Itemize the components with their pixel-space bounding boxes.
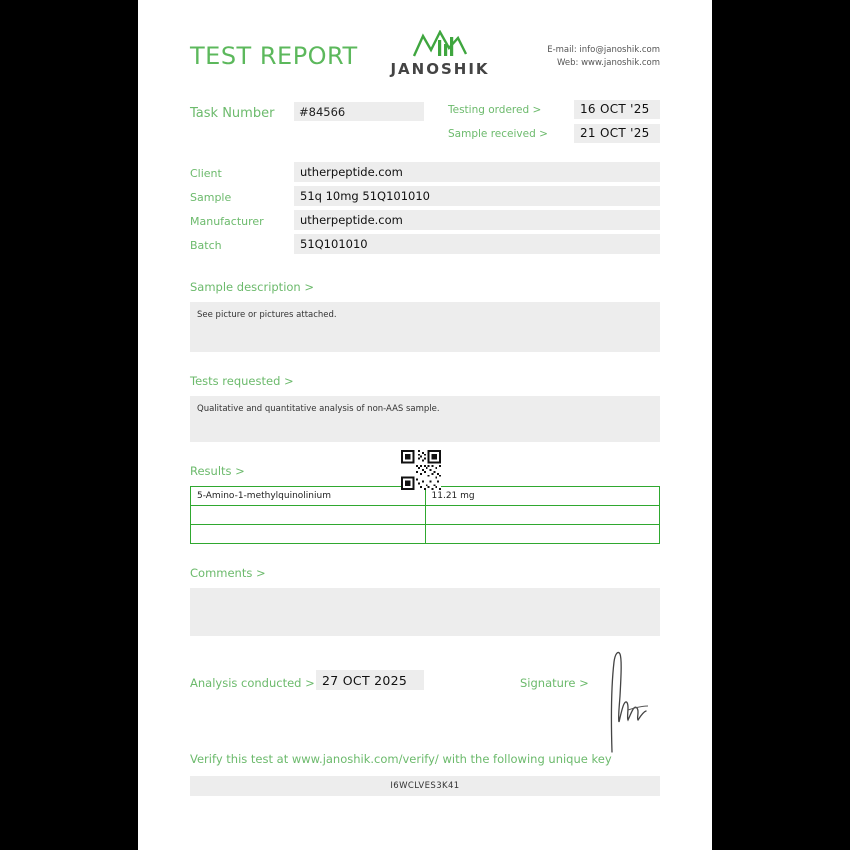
info-key: Sample xyxy=(190,191,232,204)
mountain-bars-logo-icon xyxy=(385,30,495,58)
task-number-label: Task Number xyxy=(190,106,275,121)
contact-block xyxy=(547,44,660,70)
page-title: TEST REPORT xyxy=(190,42,358,70)
unique-key-box: I6WCLVES3K41 xyxy=(190,776,660,796)
sample-description-heading: Sample description > xyxy=(190,280,315,294)
brand-logo xyxy=(385,30,495,78)
qr-code-icon[interactable] xyxy=(401,450,441,490)
tests-requested-heading: Tests requested > xyxy=(190,374,294,388)
tests-requested-box: Qualitative and quantitative analysis of non-AAS sample. xyxy=(190,396,660,442)
contact-web: Web: www.janoshik.com xyxy=(557,58,660,69)
info-table xyxy=(190,162,660,258)
testing-ordered-row xyxy=(448,100,660,119)
results-section xyxy=(190,464,660,544)
sample-received-row xyxy=(448,124,660,143)
sample-description-box: See picture or pictures attached. xyxy=(190,302,660,352)
info-value: 51Q101010 xyxy=(294,234,660,254)
analysis-conducted-label: Analysis conducted > xyxy=(190,676,315,690)
info-row-manufacturer xyxy=(190,210,660,234)
handwritten-signature-icon xyxy=(598,648,668,753)
info-row-client xyxy=(190,162,660,186)
result-analyte xyxy=(191,525,426,544)
task-number-value: #84566 xyxy=(294,102,424,121)
sample-received-label: Sample received > xyxy=(448,128,548,140)
table-row xyxy=(191,525,660,544)
info-row-sample xyxy=(190,186,660,210)
task-number-row xyxy=(190,96,660,144)
info-row-batch xyxy=(190,234,660,258)
info-value: utherpeptide.com xyxy=(294,162,660,182)
analysis-conducted-date: 27 OCT 2025 xyxy=(316,670,424,690)
report-page xyxy=(138,0,712,850)
result-analyte xyxy=(191,506,426,525)
report-content xyxy=(190,0,660,796)
info-value: utherpeptide.com xyxy=(294,210,660,230)
result-amount: 11.21 mg xyxy=(425,487,660,506)
info-key: Manufacturer xyxy=(190,215,264,228)
signature-label: Signature > xyxy=(520,676,589,690)
testing-ordered-label: Testing ordered > xyxy=(448,104,542,116)
contact-email: E-mail: info@janoshik.com xyxy=(547,45,660,55)
analysis-signature-row xyxy=(190,658,660,748)
comments-heading: Comments > xyxy=(190,566,266,580)
testing-ordered-value: 16 OCT '25 xyxy=(574,100,660,119)
verify-text: Verify this test at www.janoshik.com/verify/ with the following unique key xyxy=(190,752,612,766)
result-amount xyxy=(425,506,660,525)
info-key: Client xyxy=(190,167,222,180)
results-heading: Results > xyxy=(190,464,245,478)
brand-wordmark: JANOSHIK xyxy=(390,60,490,78)
results-table xyxy=(190,486,660,544)
table-row xyxy=(191,506,660,525)
result-analyte: 5-Amino-1-methylquinolinium xyxy=(191,487,426,506)
sample-received-value: 21 OCT '25 xyxy=(574,124,660,143)
comments-box xyxy=(190,588,660,636)
info-key: Batch xyxy=(190,239,222,252)
info-value: 51q 10mg 51Q101010 xyxy=(294,186,660,206)
report-header xyxy=(190,0,660,96)
result-amount xyxy=(425,525,660,544)
